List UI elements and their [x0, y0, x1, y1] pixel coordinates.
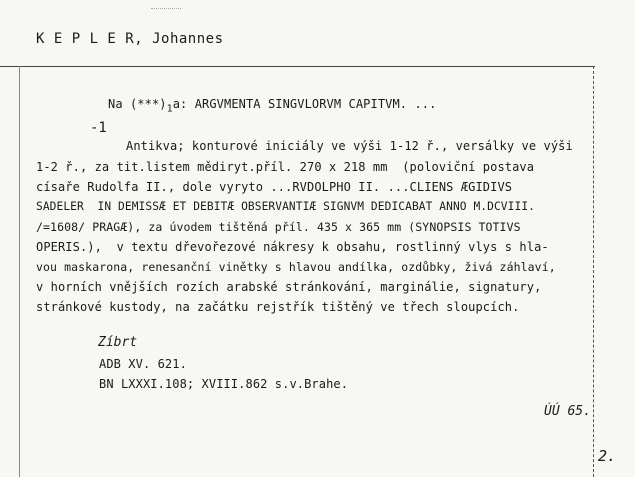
description-line-2: 1-2 ř., za tit.listem mědiryt.příl. 270 x 218 mm (poloviční postava: [36, 160, 535, 174]
description-line-4: SADELER IN DEMISSÆ ET DEBITÆ OBSERVANTIÆ SIGNVM DEDICABAT ANNO M.DCVIII.: [36, 200, 535, 213]
handwritten-reference-label: Zíbrt: [98, 335, 138, 350]
title-line: [108, 97, 436, 114]
title-subscript: 1: [166, 103, 173, 115]
reference-line-1: ADB XV. 621.: [99, 357, 187, 371]
description-line-5: /=1608/ PRAGÆ), za úvodem tištěná příl. 435 x 365 mm (SYNOPSIS TOTIVS: [36, 220, 521, 234]
page-number: 2.: [598, 447, 617, 465]
description-line-9: stránkové kustody, na začátku rejstřík tištěný ve třech sloupcích.: [36, 300, 520, 314]
author-surname: K E P L E R,: [36, 31, 144, 47]
description-line-1: Antikva; konturové iniciály ve výši 1-12 ř., versálky ve výši: [126, 139, 573, 153]
corner-shelfmark: ÚÚ 65.: [544, 404, 591, 419]
description-line-3: císaře Rudolfa II., dole vyryto ...RVDOLPHO II. ...CLIENS ÆGIDIVS: [36, 180, 513, 194]
heading-rule: [0, 66, 595, 67]
author-heading: [36, 31, 224, 47]
left-margin-rule: [19, 66, 20, 477]
description-line-6: OPERIS.), v textu dřevořezové nákresy k obsahu, rostlinný vlys s hla-: [36, 240, 549, 254]
description-line-8: v horních vnějších rozích arabské stránkování, marginálie, signatury,: [36, 280, 542, 294]
title-prefix: Na (***): [108, 97, 167, 111]
right-margin-rule: [593, 66, 594, 477]
description-line-7: vou maskarona, renesanční vinětky s hlavou andílka, ozdůbky, živá záhlaví,: [36, 260, 556, 274]
handwritten-mark: -1: [90, 120, 107, 136]
author-first-name: Johannes: [152, 31, 224, 47]
title-text: a: ARGVMENTA SINGVLORVM CAPITVM. ...: [172, 97, 437, 111]
stamp-mark: [151, 8, 181, 15]
reference-line-2: BN LXXXI.108; XVIII.862 s.v.Brahe.: [99, 377, 349, 391]
